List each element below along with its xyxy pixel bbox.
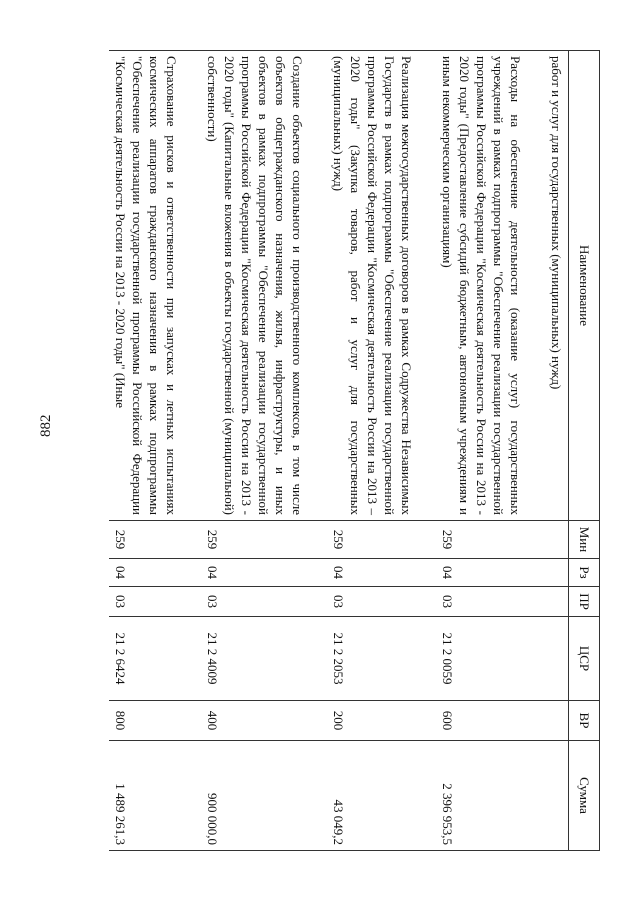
table-row	[436, 51, 527, 851]
header-name: Наименование	[569, 51, 600, 521]
row-min: 259	[109, 521, 183, 559]
table-header-row	[569, 51, 600, 851]
header-vr: ВР	[569, 701, 600, 741]
row-csr: 21 2 6424	[109, 617, 183, 701]
row-rz: 04	[109, 559, 183, 587]
continuation-text: работ и услуг для государственных (муниципальных) нужд)	[545, 51, 569, 521]
row-sum: 1 489 261,3	[109, 741, 183, 851]
table-row	[201, 51, 309, 851]
header-min: Мин	[569, 521, 600, 559]
row-rz: 04	[327, 559, 418, 587]
row-sum: 900 000,0	[201, 741, 309, 851]
row-vr: 400	[201, 701, 309, 741]
table-row	[109, 51, 183, 851]
row-name: Реализация межгосударственных договоров в рамках Содружества Независимых Государств в рамках подпрограммы "Обеспечение реализации государственной программы Российской Федерации "Космическая деятельность России на 2013 – 2020 годы" (Закупка товаров, работ и услуг для государственных (муниципальных) нужд)	[327, 51, 418, 521]
row-pr: 03	[327, 587, 418, 617]
row-name: Страхование рисков и ответственности при запусках и летных испытаниях космических аппаратов гражданского назначения в рамках подпрограммы "Обеспечение реализации государственной программы Российской Федерации "Космическая деятельность России на 2013 - 2020 годы" (Иные	[109, 51, 183, 521]
row-name: Создание объектов социального и производственного комплексов, в том числе объектов общегражданского назначения, жилья, инфраструктуры, и иных объектов в рамках подпрограммы "Обеспечение реализации государственной программы Российской Федерации "Космическая деятельность России на 2013 - 2020 годы" (Капитальные вложения в объекты государственной (муниципальной) собственности)	[201, 51, 309, 521]
continuation-row	[545, 51, 569, 851]
budget-table	[67, 50, 600, 850]
header-pr: ПР	[569, 587, 600, 617]
header-csr: ЦСР	[569, 617, 600, 701]
table-row	[327, 51, 418, 851]
page-number: 882	[38, 414, 54, 437]
row-csr: 21 2 4009	[201, 617, 309, 701]
row-min: 259	[327, 521, 418, 559]
row-pr: 03	[201, 587, 309, 617]
row-name: Расходы на обеспечение деятельности (оказание услуг) государственных учреждений в рамках подпрограммы "Обеспечение реализации государственной программы Российской Федерации "Космическая деятельность России на 2013 - 2020 годы" (Предоставление субсидий бюджетным, автономным учреждениям и иным некоммерческим организациям)	[436, 51, 527, 521]
header-sum: Сумма	[569, 741, 600, 851]
row-vr: 200	[327, 701, 418, 741]
header-rz: Рз	[569, 559, 600, 587]
row-sum: 2 396 953,5	[436, 741, 527, 851]
row-csr: 21 2 0059	[436, 617, 527, 701]
row-sum: 43 049,2	[327, 741, 418, 851]
row-rz: 04	[436, 559, 527, 587]
row-vr: 600	[436, 701, 527, 741]
row-min: 259	[201, 521, 309, 559]
row-pr: 03	[109, 587, 183, 617]
row-min: 259	[436, 521, 527, 559]
row-rz: 04	[201, 559, 309, 587]
row-csr: 21 2 2053	[327, 617, 418, 701]
row-vr: 800	[109, 701, 183, 741]
row-pr: 03	[436, 587, 527, 617]
